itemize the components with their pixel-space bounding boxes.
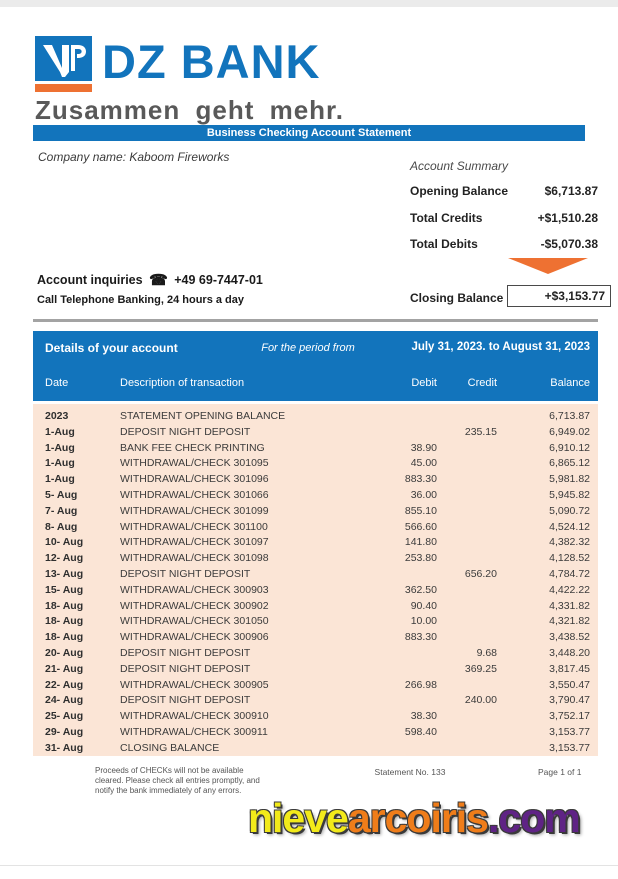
transactions-table (33, 404, 598, 756)
telephone-banking-line: Call Telephone Banking, 24 hours a day (37, 294, 245, 306)
txn-credit (437, 583, 497, 599)
txn-balance: 4,382.32 (549, 536, 590, 549)
txn-balance: 6,910.12 (549, 441, 590, 454)
txn-description: WITHDRAWAL/CHECK 301096 (120, 473, 269, 486)
table-row (33, 678, 598, 694)
txn-description: WITHDRAWAL/CHECK 301066 (120, 488, 269, 501)
page-top-edge (0, 0, 618, 7)
txn-debit: 10.00 (410, 615, 437, 628)
table-row (33, 709, 598, 725)
txn-description: CLOSING BALANCE (120, 741, 220, 754)
txn-description: WITHDRAWAL/CHECK 300903 (120, 583, 269, 596)
txn-credit (437, 472, 497, 488)
closing-balance-value: +$3,153.77 (507, 285, 611, 307)
txn-balance: 5,945.82 (549, 488, 590, 501)
txn-description: WITHDRAWAL/CHECK 301050 (120, 615, 269, 628)
txn-balance: 3,448.20 (549, 646, 590, 659)
txn-date: 1-Aug (45, 441, 75, 454)
page-number: Page 1 of 1 (538, 767, 582, 777)
table-row (33, 662, 598, 678)
col-date: Date (45, 377, 69, 389)
txn-balance: 3,438.52 (549, 631, 590, 644)
footer-note-line: notify the bank immediately of any errors. (95, 786, 242, 795)
txn-description: DEPOSIT NIGHT DEPOSIT (120, 567, 251, 580)
txn-debit (345, 409, 437, 425)
txn-debit: 855.10 (404, 504, 437, 517)
brand-tagline: Zusammen geht mehr. (35, 95, 344, 125)
table-row (33, 567, 598, 583)
txn-credit (437, 709, 497, 725)
txn-credit (437, 630, 497, 646)
txn-credit (437, 725, 497, 741)
table-row (33, 425, 598, 441)
txn-date: 22- Aug (45, 678, 84, 691)
txn-description: WITHDRAWAL/CHECK 301099 (120, 504, 269, 517)
site-watermark (248, 795, 580, 842)
txn-balance: 5,981.82 (549, 473, 590, 486)
txn-debit: 883.30 (404, 631, 437, 644)
txn-credit: 235.15 (464, 425, 497, 438)
txn-date: 29- Aug (45, 725, 84, 738)
txn-balance: 5,090.72 (549, 504, 590, 517)
txn-debit: 566.60 (404, 520, 437, 533)
txn-description: DEPOSIT NIGHT DEPOSIT (120, 646, 251, 659)
table-row (33, 535, 598, 551)
txn-description: WITHDRAWAL/CHECK 300910 (120, 710, 269, 723)
txn-credit (437, 551, 497, 567)
total-credits-value: +$1,510.28 (537, 211, 598, 225)
txn-balance: 4,331.82 (549, 599, 590, 612)
phone-icon: ☎ (149, 272, 168, 289)
dz-bank-logo (35, 36, 92, 81)
txn-description: WITHDRAWAL/CHECK 301100 (120, 520, 268, 533)
watermark-part-3: .com (488, 795, 580, 841)
logo-orange-bar (35, 84, 92, 92)
txn-balance: 3,550.47 (549, 678, 590, 691)
txn-balance: 4,524.12 (549, 520, 590, 533)
table-row (33, 488, 598, 504)
table-row (33, 520, 598, 536)
txn-credit: 656.20 (464, 567, 497, 580)
txn-balance: 6,949.02 (549, 425, 590, 438)
txn-date: 10- Aug (45, 536, 84, 549)
txn-date: 2023 (45, 410, 69, 422)
txn-debit: 38.30 (410, 710, 437, 723)
txn-description: DEPOSIT NIGHT DEPOSIT (120, 425, 251, 438)
txn-credit (437, 741, 497, 757)
txn-debit: 266.98 (404, 678, 437, 691)
txn-description: WITHDRAWAL/CHECK 301095 (120, 457, 269, 470)
txn-credit (437, 504, 497, 520)
txn-debit: 362.50 (404, 583, 437, 596)
section-divider (33, 319, 598, 322)
total-debits-label: Total Debits (410, 237, 478, 251)
txn-debit: 598.40 (404, 725, 437, 738)
table-row (33, 583, 598, 599)
table-row (33, 630, 598, 646)
txn-date: 21- Aug (45, 662, 84, 675)
txn-balance: 4,321.82 (549, 615, 590, 628)
txn-credit (437, 409, 497, 425)
txn-debit: 883.30 (404, 473, 437, 486)
txn-date: 1-Aug (45, 425, 75, 438)
period-range: July 31, 2023. to August 31, 2023 (411, 341, 590, 353)
period-label: For the period from (261, 342, 355, 354)
txn-credit (437, 488, 497, 504)
txn-credit (437, 535, 497, 551)
details-header (33, 331, 598, 401)
txn-credit (437, 441, 497, 457)
txn-balance: 4,422.22 (549, 583, 590, 596)
txn-description: BANK FEE CHECK PRINTING (120, 441, 265, 454)
txn-description: WITHDRAWAL/CHECK 300905 (120, 678, 269, 691)
txn-date: 25- Aug (45, 710, 84, 723)
txn-description: STATEMENT OPENING BALANCE (120, 410, 286, 422)
txn-debit (345, 741, 437, 757)
txn-debit: 253.80 (404, 552, 437, 565)
account-summary-title: Account Summary (410, 159, 509, 173)
summary-row-credits (410, 211, 598, 225)
opening-balance-label: Opening Balance (410, 184, 509, 198)
table-row (33, 599, 598, 615)
txn-date: 24- Aug (45, 694, 84, 707)
txn-date: 12- Aug (45, 552, 84, 565)
watermark-part-2: arcoiris (347, 795, 488, 841)
txn-debit (345, 425, 437, 441)
txn-credit: 240.00 (464, 694, 497, 707)
txn-description: WITHDRAWAL/CHECK 301097 (120, 536, 269, 549)
company-name: Company name: Kaboom Fireworks (38, 150, 230, 164)
txn-balance: 3,790.47 (549, 694, 590, 707)
txn-balance: 3,153.77 (549, 741, 590, 754)
opening-balance-value: $6,713.87 (544, 184, 598, 198)
txn-debit: 90.40 (410, 599, 437, 612)
statement-number: Statement No. 133 (374, 767, 446, 777)
txn-balance: 3,817.45 (549, 662, 590, 675)
footer-note (95, 766, 270, 796)
footer-note-line: Proceeds of CHECKs will not be available (95, 766, 244, 775)
txn-balance: 4,784.72 (549, 567, 590, 580)
account-inquiries-label: Account inquiries (37, 273, 143, 287)
txn-credit: 369.25 (464, 662, 497, 675)
table-row (33, 725, 598, 741)
txn-date: 1-Aug (45, 473, 75, 486)
txn-date: 7- Aug (45, 504, 78, 517)
vr-mark-icon (35, 36, 92, 81)
txn-debit (345, 567, 437, 583)
txn-debit: 36.00 (410, 488, 437, 501)
statement-title-banner: Business Checking Account Statement (33, 125, 585, 141)
txn-date: 15- Aug (45, 583, 84, 596)
txn-credit (437, 520, 497, 536)
txn-debit (345, 662, 437, 678)
txn-description: DEPOSIT NIGHT DEPOSIT (120, 694, 251, 707)
table-row (33, 456, 598, 472)
txn-date: 8- Aug (45, 520, 78, 533)
total-credits-label: Total Credits (410, 211, 483, 225)
summary-row-opening (410, 184, 598, 198)
txn-description: WITHDRAWAL/CHECK 300902 (120, 599, 269, 612)
txn-debit (345, 646, 437, 662)
txn-description: DEPOSIT NIGHT DEPOSIT (120, 662, 251, 675)
summary-row-debits (410, 237, 598, 251)
table-row (33, 551, 598, 567)
watermark-part-1: nieve (248, 795, 348, 841)
txn-debit: 45.00 (410, 457, 437, 470)
txn-credit: 9.68 (476, 646, 497, 659)
col-debit: Debit (411, 377, 437, 389)
txn-description: WITHDRAWAL/CHECK 300911 (120, 725, 268, 738)
column-headers (33, 377, 598, 389)
txn-debit: 141.80 (404, 536, 437, 549)
txn-date: 1-Aug (45, 457, 75, 470)
txn-balance: 3,153.77 (549, 725, 590, 738)
txn-credit (437, 614, 497, 630)
txn-balance: 6,865.12 (549, 457, 590, 470)
txn-balance: 6,713.87 (549, 410, 590, 422)
col-credit: Credit (467, 377, 497, 389)
page-bottom-edge (0, 865, 618, 866)
details-title: Details of your account (45, 341, 178, 355)
txn-date: 13- Aug (45, 567, 84, 580)
txn-description: WITHDRAWAL/CHECK 301098 (120, 552, 269, 565)
table-row (33, 693, 598, 709)
table-row (33, 646, 598, 662)
txn-date: 18- Aug (45, 615, 84, 628)
txn-description: WITHDRAWAL/CHECK 300906 (120, 631, 269, 644)
txn-credit (437, 456, 497, 472)
orange-arrow-down-icon (508, 258, 588, 274)
table-row (33, 441, 598, 457)
table-row (33, 741, 598, 757)
txn-date: 31- Aug (45, 741, 84, 754)
txn-date: 20- Aug (45, 646, 84, 659)
txn-credit (437, 599, 497, 615)
txn-balance: 3,752.17 (549, 710, 590, 723)
txn-debit: 38.90 (410, 441, 437, 454)
account-inquiries-line (37, 271, 263, 289)
txn-debit (345, 693, 437, 709)
txn-date: 18- Aug (45, 631, 84, 644)
col-description: Description of transaction (120, 377, 245, 389)
table-row (33, 472, 598, 488)
brand-name: DZ BANK (102, 35, 321, 88)
inquiries-phone-number: +49 69-7447-01 (174, 273, 263, 287)
closing-balance-label: Closing Balance (410, 291, 504, 305)
txn-credit (437, 678, 497, 694)
txn-balance: 4,128.52 (549, 552, 590, 565)
col-balance: Balance (550, 377, 590, 389)
table-row (33, 409, 598, 425)
footer-note-line: cleared. Please check all entries promptly, and (95, 776, 260, 785)
txn-date: 5- Aug (45, 488, 78, 501)
table-row (33, 614, 598, 630)
total-debits-value: -$5,070.38 (540, 237, 598, 251)
table-row (33, 504, 598, 520)
txn-date: 18- Aug (45, 599, 84, 612)
